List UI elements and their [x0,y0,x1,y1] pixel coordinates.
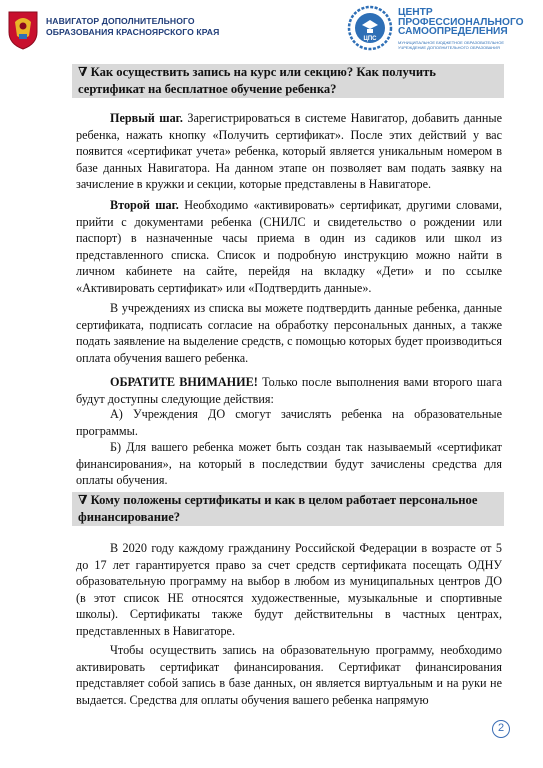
cps-title-line: ЦЕНТР [398,7,433,18]
cps-title [398,8,524,37]
navigator-title-line: ОБРАЗОВАНИЯ КРАСНОЯРСКОГО КРАЯ [46,27,220,37]
cps-title-line: ПРОФЕССИОНАЛЬНОГО [398,16,524,28]
page-number-badge: 2 [492,720,510,738]
paragraph-enrollment: Чтобы осуществить запись на образовательную программу, необходимо активировать сертификат финансирования. Сертификат финансирования представляет собой запись в базе данных, он является виртуальным и на руки не выдается. Средства для оплаты обучения вашего ребенка напрямую [76,643,502,707]
list-item-a: А) Учреждения ДО смогут зачислять ребенка на образовательные программы. [76,407,502,438]
cps-title-line: САМООПРЕДЕЛЕНИЯ [398,26,508,38]
cps-subtitle: МУНИЦИПАЛЬНОЕ БЮДЖЕТНОЕ ОБРАЗОВАТЕЛЬНОЕ УЧРЕЖДЕНИЕ ДОПОЛНИТЕЛЬНОГО ОБРАЗОВАНИЯ [398,40,505,50]
paragraph-step-one [76,110,502,193]
attention-text: Только после выполнения вами второго шага будут доступны следующие действия: [76,375,502,406]
paragraph-step-two [76,197,502,296]
step-two-label: Второй шаг. [110,198,179,212]
step-one-label: Первый шаг. [110,111,183,125]
list-item-b: Б) Для вашего ребенка может быть создан так называемый «сертификат финансирования», на который в последствии будут зачислены средства для оплаты обучения. [76,440,502,487]
question-heading: ∇ Как осуществить запись на курс или секцию? Как получить сертификат на бесплатное обучение ребенка? [72,64,504,98]
paragraph-institutions: В учреждениях из списка вы можете подтвердить данные ребенка, данные сертификата, подписать согласие на обработку персональных данных, а также подать заявление на выделение средств, с помощью которых будет производиться оплата обучения вашего ребенка. [76,301,502,365]
navigator-title-line: НАВИГАТОР ДОПОЛНИТЕЛЬНОГО [46,16,195,26]
step-one-text: Зарегистрироваться в системе Навигатор, добавить данные ребенка, нажать кнопку «Получить сертификат». После этих действий у вас появится «сертификат учета» ребенка, который является уникальным номером в базе данных Навигатора. На данном этапе он позволяет вам подать заявку на зачисление в кружки и секции, которые представлены в Навигаторе. [76,111,502,191]
cps-logo-text: ЦПС [363,36,377,42]
attention-label: ОБРАТИТЕ ВНИМАНИЕ! [110,375,258,389]
page-header [0,0,543,58]
question-heading: ∇ Кому положены сертификаты и как в целом работает персональное финансирование? [72,492,504,526]
navigator-title [46,16,219,38]
krasnoyarsk-crest-icon [6,8,40,50]
paragraph-certificates: В 2020 году каждому гражданину Российской Федерации в возрасте от 5 до 17 лет гарантируется право за счет средств сертификата посещать ОДНУ образовательную программу на выбор в любом из муниципальных центров ДО (в этот список НЕ относятся художественные, музыкальные и спортивные школы). Сертификаты также будут действительны в частных центрах, представленных в Навигаторе. [76,541,502,638]
cps-logo-icon [347,5,393,51]
step-two-text: Необходимо «активировать» сертификат, другими словами, прийти с документами ребенка (СНИЛС и свидетельство о рождении или паспорт) в назначенные часы приема в один из садиков или школ из представленного списка. Список и подробную инструкцию можно найти в личном кабинете на сайте, перейдя на вкладку «Дети» и по ссылке «Активировать сертификат» или «Подтвердить данные». [76,198,502,295]
paragraph-attention [76,374,502,407]
